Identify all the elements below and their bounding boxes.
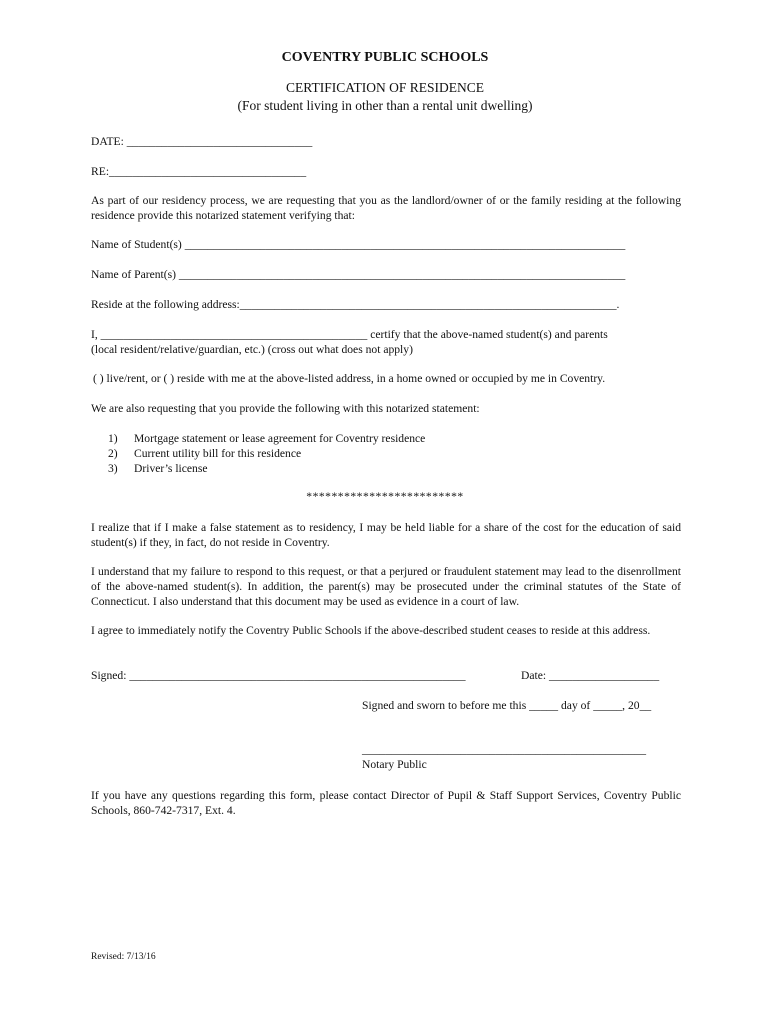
re-field: RE:__________________________________ xyxy=(91,165,307,178)
list-text: Mortgage statement or lease agreement for Coventry residence xyxy=(134,432,426,445)
list-item xyxy=(108,461,425,476)
certify-line: I, ______________________________________________ certify that the above-named student(s) and parents xyxy=(91,328,608,341)
false-statement-paragraph: I realize that if I make a false statement as to residency, I may be held liable for a share of the cost for the education of said student(s) if they, in fact, do not reside in Coventry. xyxy=(91,521,681,549)
live-reside-line: ( ) live/rent, or ( ) reside with me at the above-listed address, in a home owned or occupied by me in Coventry. xyxy=(93,372,606,385)
notary-signature-line: _________________________________________________ xyxy=(362,743,647,756)
certify-note: (local resident/relative/guardian, etc.) (cross out what does not apply) xyxy=(91,343,413,356)
signed-line: Signed: __________________________________________________________ xyxy=(91,669,466,682)
signature-date-line: Date: ___________________ xyxy=(521,669,660,682)
form-title: CERTIFICATION OF RESIDENCE xyxy=(286,80,484,95)
address-line: Reside at the following address:_________________________________________________________________. xyxy=(91,298,620,311)
date-field: DATE: ________________________________ xyxy=(91,135,313,148)
revision-footer: Revised: 7/13/16 xyxy=(91,952,156,962)
separator: ************************* xyxy=(306,490,464,503)
list-number: 3) xyxy=(108,462,118,475)
list-item xyxy=(108,431,425,446)
document-list xyxy=(108,431,425,476)
parent-name-line: Name of Parent(s) _____________________________________________________________________________ xyxy=(91,268,626,281)
school-title: COVENTRY PUBLIC SCHOOLS xyxy=(281,50,489,65)
list-text: Current utility bill for this residence xyxy=(134,447,302,460)
notify-paragraph: I agree to immediately notify the Coventry Public Schools if the above-described student ceases to reside at this address. xyxy=(91,624,651,637)
list-text: Driver’s license xyxy=(134,462,208,475)
form-subtitle: (For student living in other than a rental unit dwelling) xyxy=(237,98,533,113)
notary-label: Notary Public xyxy=(362,758,427,771)
sworn-line: Signed and sworn to before me this _____ day of _____, 20__ xyxy=(362,699,652,712)
list-item xyxy=(108,446,425,461)
understand-paragraph: I understand that my failure to respond to this request, or that a perjured or fraudulent statement may lead to the disenrollment of the above-named student(s). In addition, the parent(s) may be prosecuted under the criminal statutes of the State of Connecticut. I also understand that this document may be used as evidence in a court of law. xyxy=(91,565,681,608)
student-name-line: Name of Student(s) ____________________________________________________________________________ xyxy=(91,238,626,251)
list-number: 1) xyxy=(108,432,118,445)
contact-paragraph: If you have any questions regarding this form, please contact Director of Pupil & Staff Support Services, Coventry Public Schools, 860-742-7317, Ext. 4. xyxy=(91,789,681,817)
list-number: 2) xyxy=(108,447,118,460)
intro-paragraph: As part of our residency process, we are requesting that you as the landlord/owner of or the family residing at the following residence provide this notarized statement verifying that: xyxy=(91,194,681,222)
request-line: We are also requesting that you provide the following with this notarized statement: xyxy=(91,402,480,415)
